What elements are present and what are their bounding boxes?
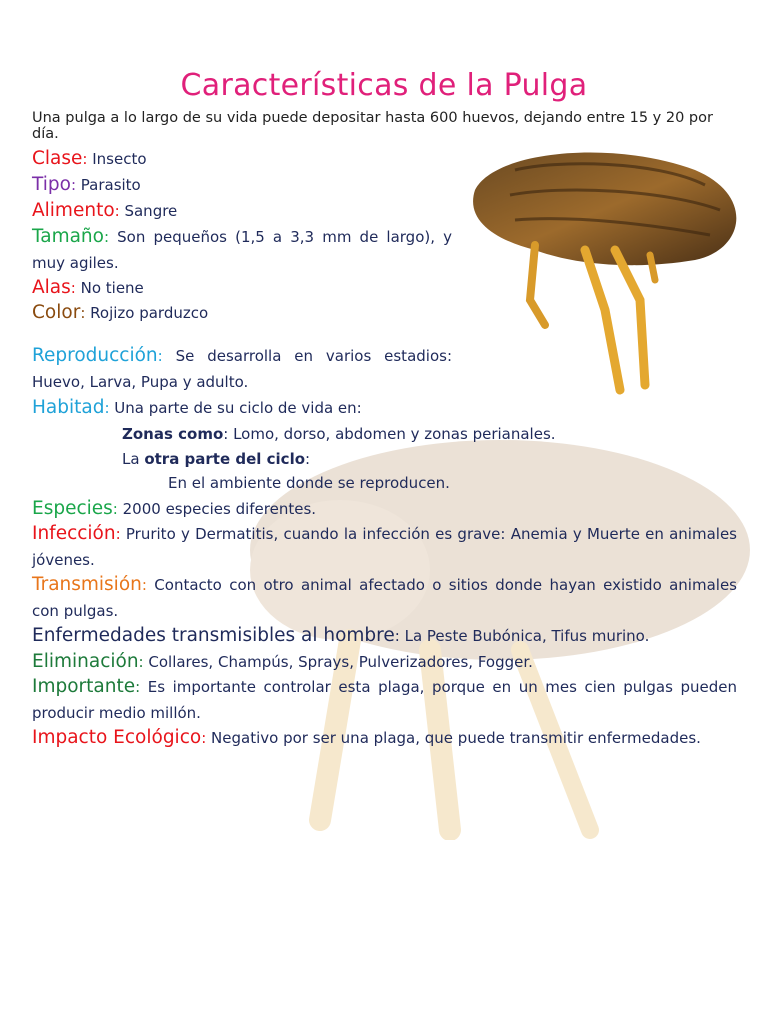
item-tamano-sep: :: [103, 228, 110, 246]
item-alimento-sep: :: [114, 202, 120, 220]
habitat-ambiente-value: En el ambiente donde se reproducen.: [168, 474, 450, 492]
item-infeccion-label: Infección: [32, 523, 116, 544]
habitat-otra-label: otra parte del ciclo: [144, 450, 306, 468]
item-reproduccion-label: Reproducción: [32, 345, 158, 366]
item-color-value: Rojizo parduzco: [85, 304, 209, 322]
item-clase-label: Clase: [32, 148, 83, 169]
item-clase-sep: :: [82, 150, 88, 168]
item-reproduccion-sep: :: [157, 347, 163, 365]
item-importante: [32, 674, 737, 726]
item-impacto: [32, 725, 737, 752]
item-transmision-label: Transmisión: [32, 574, 142, 595]
item-habitat-zonas: [122, 422, 722, 448]
item-habitat-ambiente: [168, 471, 728, 497]
item-habitat-label: Habitad: [32, 397, 105, 418]
item-habitat-sep: :: [104, 399, 110, 417]
item-infeccion-sep: :: [115, 525, 121, 543]
item-habitat-otra: [122, 447, 722, 473]
item-eliminacion-sep: :: [138, 653, 144, 671]
item-habitat-value: Una parte de su ciclo de vida en:: [109, 399, 362, 417]
item-tipo-sep: :: [70, 176, 76, 194]
item-eliminacion-value: Collares, Champús, Sprays, Pulverizadores, Fogger.: [143, 653, 533, 671]
item-alimento-value: Sangre: [119, 202, 178, 220]
item-transmision-sep: :: [141, 576, 147, 594]
item-clase-value: Insecto: [87, 150, 147, 168]
item-impacto-value: Negativo por ser una plaga, que puede transmitir enfermedades.: [206, 729, 701, 747]
item-color-sep: :: [80, 304, 86, 322]
item-tamano-value: Son pequeños (1,5 a 3,3 mm de largo), y muy agiles.: [32, 228, 452, 272]
item-enfermedades: [32, 623, 737, 650]
item-tamano-label: Tamaño: [32, 226, 104, 247]
habitat-otra-value: :: [305, 450, 311, 468]
item-color-label: Color: [32, 302, 81, 323]
item-alimento: [32, 198, 452, 225]
item-alas-sep: :: [70, 279, 76, 297]
item-tipo: [32, 172, 452, 199]
item-infeccion: [32, 521, 737, 573]
habitat-otra-prefix: La: [122, 450, 145, 468]
intro-text: Una pulga a lo largo de su vida puede depositar hasta 600 huevos, dejando entre 15 y 20 por día.: [32, 110, 713, 142]
item-impacto-sep: :: [201, 729, 207, 747]
item-habitat: [32, 395, 737, 422]
item-alas-value: No tiene: [75, 279, 144, 297]
item-alas: [32, 275, 452, 302]
item-eliminacion-label: Eliminación: [32, 651, 139, 672]
item-alas-label: Alas: [32, 277, 71, 298]
item-importante-value: Es importante controlar esta plaga, porque en un mes cien pulgas pueden producir medio millón.: [32, 678, 737, 722]
flea-photo-image: [455, 140, 755, 400]
item-tipo-label: Tipo: [32, 174, 71, 195]
item-importante-sep: :: [135, 678, 141, 696]
item-especies-label: Especies: [32, 498, 113, 519]
item-tamano: [32, 224, 452, 276]
item-transmision-value: Contacto con otro animal afectado o sitios donde hayan existido animales con pulgas.: [32, 576, 737, 620]
item-tipo-value: Parasito: [76, 176, 141, 194]
item-enfermedades-sep: :: [394, 627, 400, 645]
item-alimento-label: Alimento: [32, 200, 115, 221]
item-importante-label: Importante: [32, 676, 136, 697]
item-infeccion-value: Prurito y Dermatitis, cuando la infección es grave: Anemia y Muerte en animales jóvenes.: [32, 525, 737, 569]
item-eliminacion: [32, 649, 737, 676]
habitat-zonas-label: Zonas como: [122, 425, 224, 443]
item-especies-sep: :: [112, 500, 118, 518]
item-especies: [32, 496, 737, 523]
item-reproduccion: [32, 343, 452, 395]
item-enfermedades-label: Enfermedades transmisibles al hombre: [32, 625, 395, 646]
item-transmision: [32, 572, 737, 624]
item-especies-value: 2000 especies diferentes.: [117, 500, 317, 518]
item-reproduccion-value: Se desarrolla en varios estadios: Huevo, Larva, Pupa y adulto.: [32, 347, 452, 391]
habitat-zonas-value: : Lomo, dorso, abdomen y zonas perianales.: [223, 425, 556, 443]
page-title: Características de la Pulga: [180, 68, 588, 103]
item-impacto-label: Impacto Ecológico: [32, 727, 202, 748]
item-clase: [32, 146, 452, 173]
item-color: [32, 300, 452, 327]
item-enfermedades-value: La Peste Bubónica, Tifus murino.: [399, 627, 650, 645]
